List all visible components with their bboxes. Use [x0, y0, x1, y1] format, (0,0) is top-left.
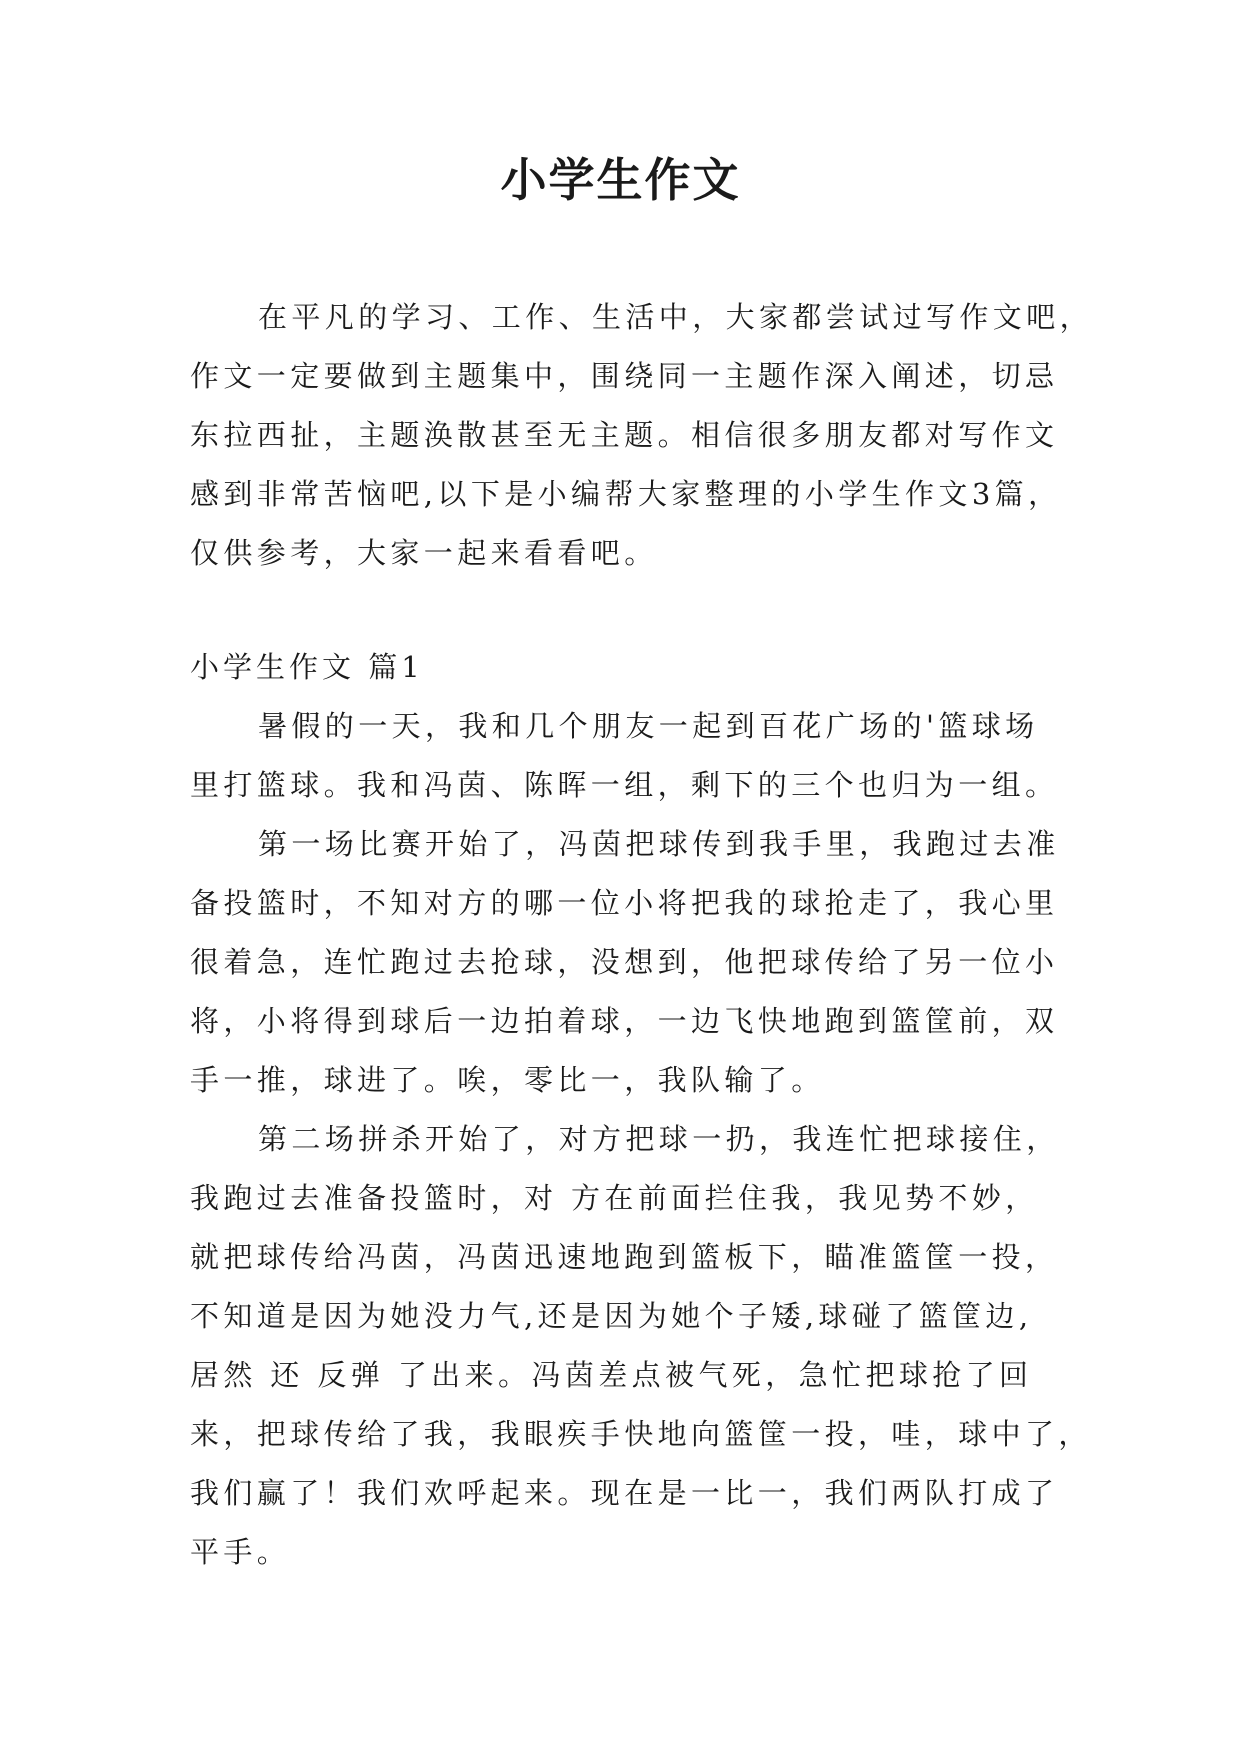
essay-line: 将，小将得到球后一边拍着球，一边飞快地跑到篮筐前，双: [190, 1004, 1059, 1038]
essay-line: 就把球传给冯茵，冯茵迅速地跑到篮板下，瞄准篮筐一投，: [190, 1240, 1059, 1274]
essay-line: 暑假的一天，我和几个朋友一起到百花广场的'篮球场: [258, 709, 1039, 743]
essay-line: 很着急，连忙跑过去抢球，没想到，他把球传给了另一位小: [190, 945, 1059, 979]
essay-line: 不知道是因为她没力气,还是因为她个子矮,球碰了篮筐边,: [190, 1299, 1033, 1333]
essay-line: 里打篮球。我和冯茵、陈晖一组，剩下的三个也归为一组。: [190, 768, 1059, 802]
document-title: 小学生作文: [500, 153, 741, 207]
section-heading: 小学生作文 篇1: [190, 650, 424, 684]
essay-line: 第一场比赛开始了，冯茵把球传到我手里，我跑过去准: [258, 827, 1060, 861]
essay-line: 我跑过去准备投篮时，对 方在前面拦住我，我见势不妙，: [190, 1181, 1039, 1215]
essay-line: 手一推，球进了。唉，零比一，我队输了。: [190, 1063, 825, 1097]
intro-line: 在平凡的学习、工作、生活中，大家都尝试过写作文吧，: [258, 300, 1094, 334]
essay-line: 平手。: [190, 1535, 291, 1569]
essay-line: 我们赢了！我们欢呼起来。现在是一比一，我们两队打成了: [190, 1476, 1059, 1510]
intro-line: 仅供参考，大家一起来看看吧。: [190, 536, 658, 570]
intro-line: 感到非常苦恼吧,以下是小编帮大家整理的小学生作文3篇，: [190, 477, 1062, 511]
essay-line: 第二场拼杀开始了，对方把球一扔，我连忙把球接住，: [258, 1122, 1060, 1156]
essay-line: 备投篮时，不知对方的哪一位小将把我的球抢走了，我心里: [190, 886, 1059, 920]
essay-line: 居然 还 反弹 了出来。冯茵差点被气死，急忙把球抢了回: [190, 1358, 1033, 1392]
intro-line: 东拉西扯，主题涣散甚至无主题。相信很多朋友都对写作文: [190, 418, 1059, 452]
essay-body: [190, 697, 1092, 1582]
essay-line: 来，把球传给了我，我眼疾手快地向篮筐一投，哇，球中了，: [190, 1417, 1092, 1451]
intro-paragraph: [190, 288, 1094, 583]
intro-line: 作文一定要做到主题集中，围绕同一主题作深入阐述，切忌: [190, 359, 1059, 393]
